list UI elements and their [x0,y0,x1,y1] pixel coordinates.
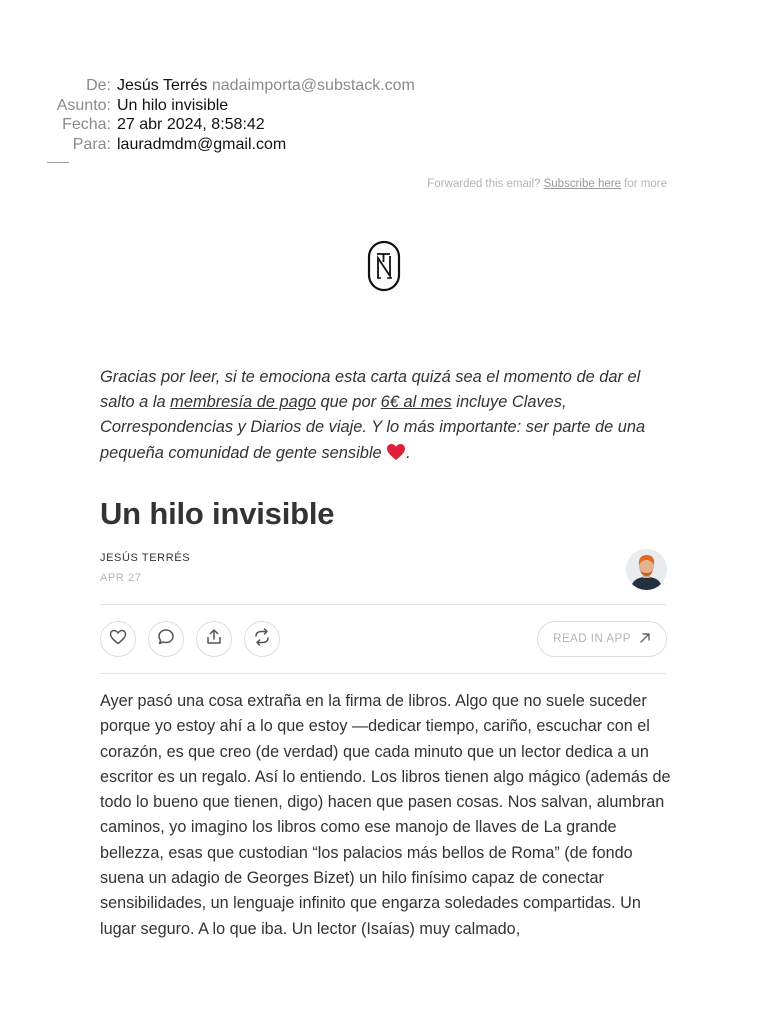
price-link[interactable]: 6€ al mes [380,393,452,412]
to-row [0,135,768,155]
intro-text-1: Gracias por leer, si te emociona esta carta quizá sea el momento de dar el salto a la [100,368,641,412]
red-heart-icon [386,443,406,461]
header-divider [47,162,69,163]
heart-outline-icon [109,629,127,650]
post-author[interactable]: JESÚS TERRÉS [100,552,191,564]
divider-bottom [100,673,667,674]
divider-top [100,604,667,605]
restack-cycle-icon [253,628,271,651]
membership-link[interactable]: membresía de pago [170,393,316,412]
subject-row [0,96,768,116]
intro-text-3: incluye Claves, Correspondencias y Diarios de viaje. Y lo más importante: ser parte de una pequeña comunidad de gente sensible [100,393,646,462]
forward-note [427,178,667,190]
subject-value: Un hilo invisible [117,96,229,114]
intro-text-4: . [406,443,411,462]
like-button[interactable] [100,621,136,657]
read-in-app-label: READ IN APP [553,633,631,645]
subscribe-link[interactable]: Subscribe here [543,178,621,190]
to-value[interactable]: lauradmdm@gmail.com [117,135,287,153]
post-date: APR 27 [100,572,142,584]
from-row [0,76,768,96]
forward-note-suffix: for more [624,178,667,190]
comment-button[interactable] [148,621,184,657]
date-label: Fecha: [62,116,111,134]
comment-bubble-icon [157,628,175,651]
intro-text-2: que por [320,393,377,412]
email-header [0,76,768,154]
share-upload-icon [205,628,223,651]
share-button[interactable] [196,621,232,657]
date-value: 27 abr 2024, 8:58:42 [117,116,265,134]
subject-label: Asunto: [56,96,111,114]
from-email: nadaimporta@substack.com [211,77,415,94]
from-field[interactable] [117,76,415,96]
intro-paragraph [100,365,670,466]
publication-logo-icon[interactable] [367,240,401,292]
to-label: Para: [72,135,111,153]
date-row [0,115,768,135]
author-avatar[interactable] [626,549,667,590]
read-in-app-button[interactable] [537,621,667,657]
from-label: De: [86,77,111,94]
post-body-paragraph: Ayer pasó una cosa extraña en la firma de libros. Algo que no suele suceder porque yo estoy ahí a lo que estoy —dedicar tiempo, cariño, escuchar con el corazón, es que creo (de verdad) que cada minuto que un lector dedica a un escritor es un regalo. Así lo entiendo. Los libros tienen algo mágico (además de todo lo bueno que tienen, digo) hacen que pasen cosas. Nos salvan, alumbran caminos, yo imagino los libros como ese manojo de llaves de La grande bellezza, esas que custodian “los palacios más bellos de Roma” (de fondo suena un adagio de Georges Bizet) un hilo finísimo capaz de conectar sensibilidades, un lenguaje infinito que engarza soledades compartidas. Un lugar seguro. A lo que iba. Un lector (Isaías) muy calmado, [100,692,671,938]
arrow-up-right-icon [639,632,651,647]
from-name: Jesús Terrés [117,77,208,94]
post-title[interactable]: Un hilo invisible [100,496,335,531]
restack-button[interactable] [244,621,280,657]
forward-note-prefix: Forwarded this email? [427,178,541,190]
